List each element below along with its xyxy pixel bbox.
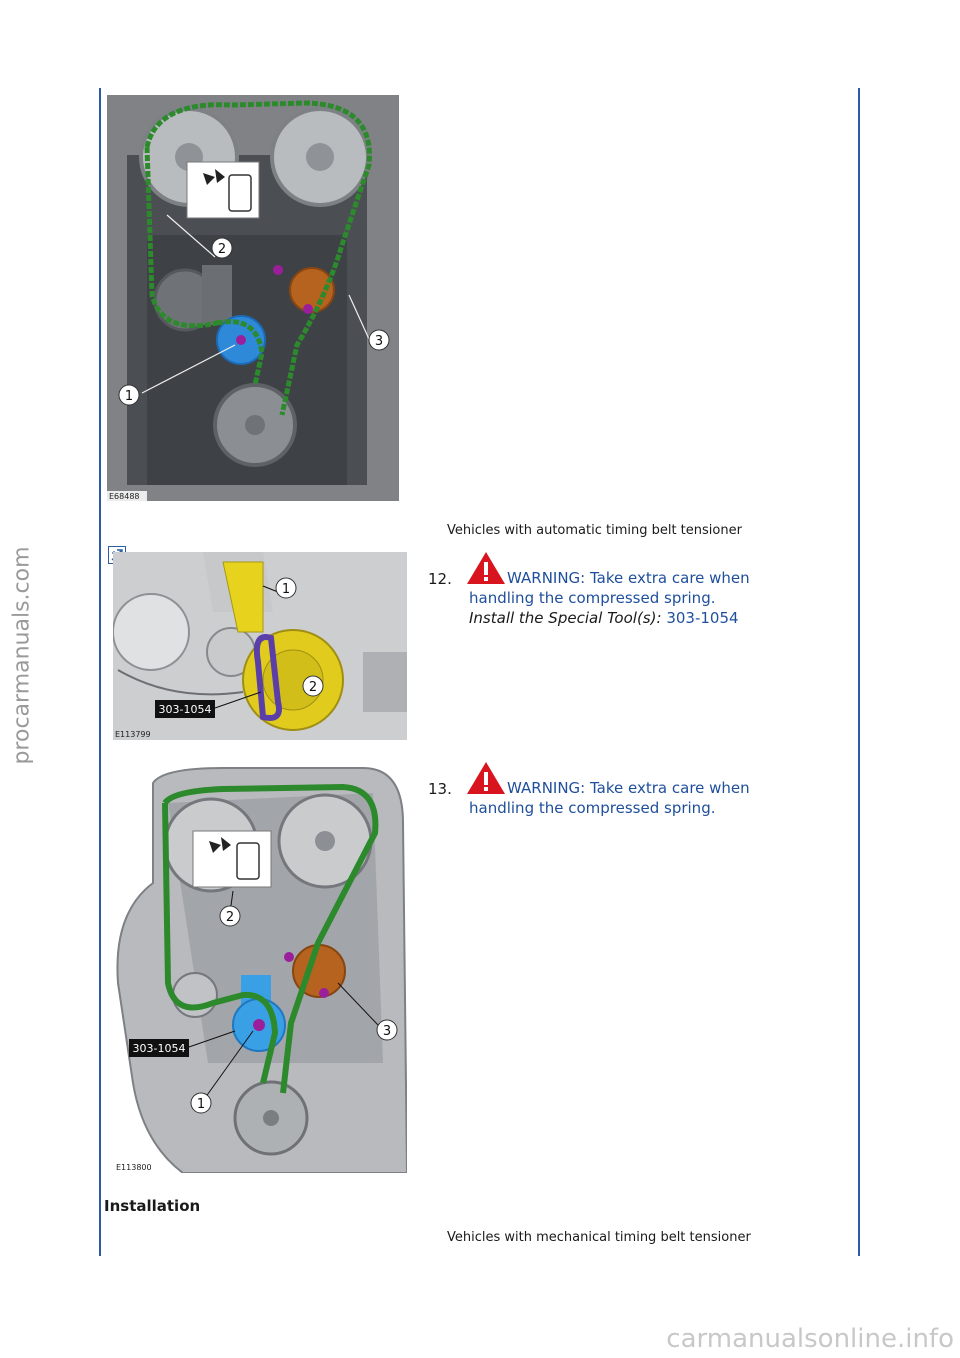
fig2-callout-2: 2	[308, 680, 318, 695]
step-12-instruction-label: Install the Special Tool(s):	[469, 609, 662, 627]
step-12-number: 12.	[428, 570, 452, 588]
step-12-instruction	[469, 608, 739, 628]
fig1-callout-2: 2	[217, 242, 227, 257]
warning-icon	[466, 551, 506, 585]
side-watermark	[2, 540, 42, 770]
fig2-tool-label: 303-1054	[158, 703, 212, 716]
caption-mechanical-tensioner: Vehicles with mechanical timing belt tensioner	[447, 1230, 751, 1245]
step-13-warning-line2: handling the compressed spring.	[469, 799, 716, 817]
step-12-warning-line1: WARNING: Take extra care when	[507, 569, 750, 587]
fig2-callout-1: 1	[281, 582, 291, 597]
figure-e68488	[107, 95, 399, 501]
right-margin-rule	[858, 88, 860, 1256]
fig2-image-id: E113799	[115, 730, 151, 739]
fig3-callout-1: 1	[196, 1097, 206, 1112]
fig3-tool-label: 303-1054	[132, 1042, 186, 1055]
warning-icon-2	[466, 761, 506, 795]
step-13-number: 13.	[428, 780, 452, 798]
fig3-image-id: E113800	[116, 1163, 152, 1172]
left-margin-rule	[99, 88, 101, 1256]
caption-automatic-tensioner: Vehicles with automatic timing belt tensioner	[447, 523, 742, 538]
step-13-warning-line1: WARNING: Take extra care when	[507, 779, 750, 797]
fig3-callout-2: 2	[225, 910, 235, 925]
fig1-callout-1: 1	[124, 389, 134, 404]
section-heading-installation: Installation	[104, 1197, 201, 1215]
fig3-callout-3: 3	[382, 1024, 392, 1039]
special-tool-link[interactable]: 303-1054	[666, 609, 739, 627]
side-watermark-text: procarmanuals.com	[9, 545, 35, 765]
step-12-warning-line2: handling the compressed spring.	[469, 589, 716, 607]
fig1-callout-3: 3	[374, 334, 384, 349]
footer-watermark: carmanualsonline.info	[666, 1324, 954, 1354]
fig1-image-id: E68488	[109, 492, 140, 501]
figure-e113800	[113, 763, 407, 1173]
figure-e113799	[113, 552, 407, 740]
